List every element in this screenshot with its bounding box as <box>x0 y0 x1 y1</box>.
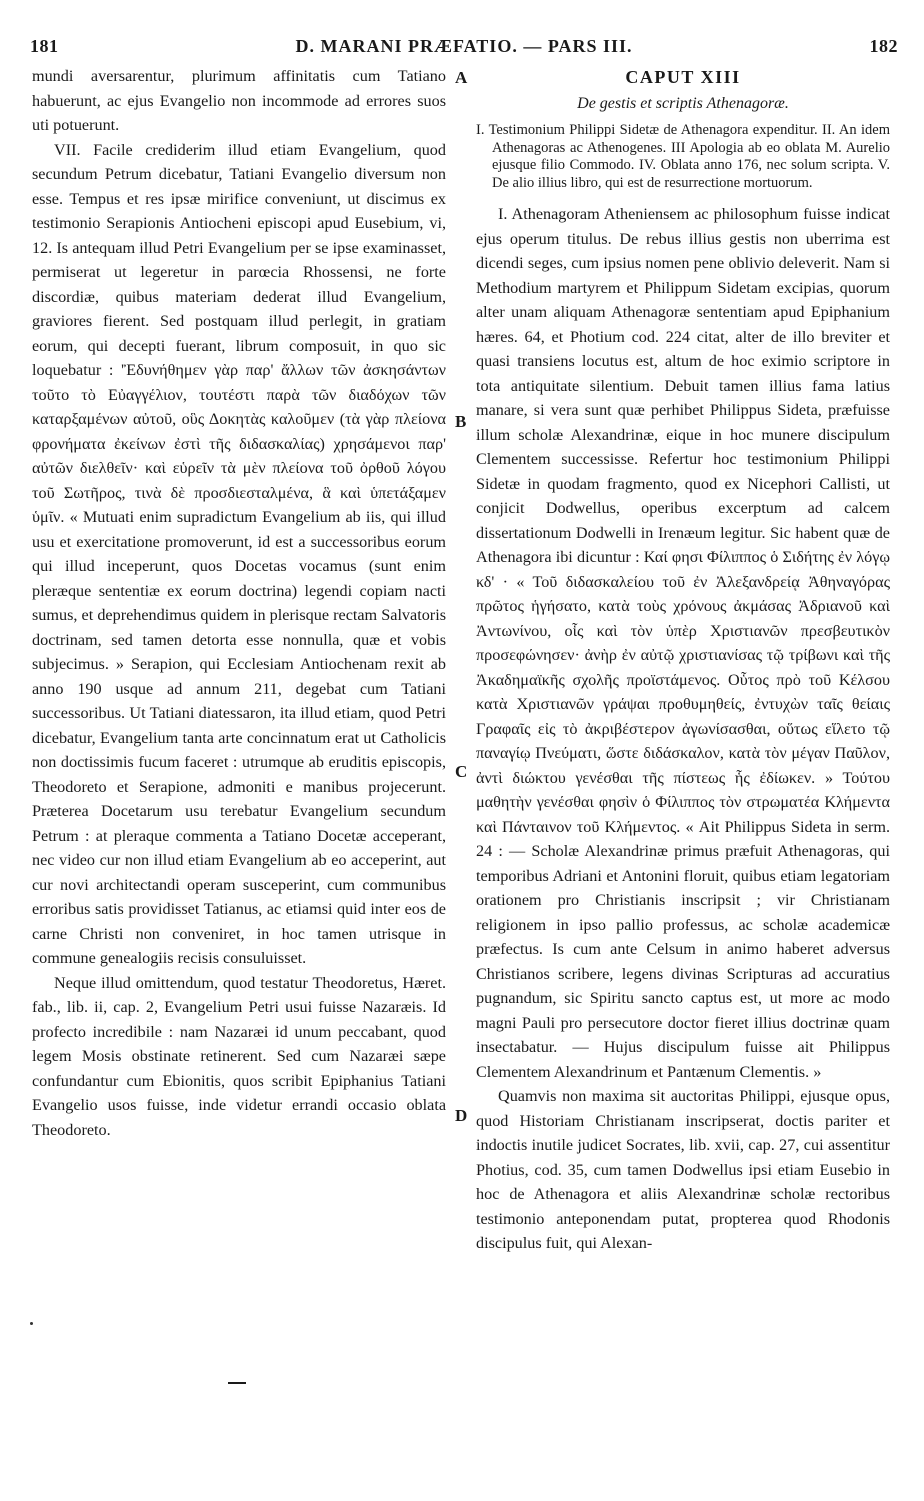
margin-letter-b: B <box>455 412 467 431</box>
right-paragraph-2: Quamvis non maxima sit auctoritas Philippi, ejusque opus, quod Historiam Christianam inscripserat, doctis pariter et indoctis inutile judicet Socrates, lib. xvii, cap. 27, cui assentitur Photius, cod. 35, cum tamen Dodwellus ipsi etiam Eusebio in hoc de Athenagora et aliis Alexandrinæ scholæ rectoribus testimonio anteponendam putat, propterea quod Rhodonis discipulus fuit, qui Alexan- <box>476 1087 890 1252</box>
left-page-number: 181 <box>30 36 59 56</box>
margin-dot <box>30 1322 33 1325</box>
running-title: D. MARANI PRÆFATIO. — PARS III. <box>295 36 633 56</box>
margin-letter-c: C <box>455 762 468 781</box>
running-header <box>30 36 898 60</box>
left-paragraph-3: Neque illud omittendum, quod testatur Theodoretus, Hæret. fab., lib. ii, cap. 2, Evangelium Petri usui fuisse Nazaræis. Id profecto incredibile : nam Nazaræi id unum peccabant, quod legem Mosis obstinate retinerent. Sed cum Nazaræi sæpe confundantur cum Ebionitis, quos scribit Epiphanius Tatiani Evangelio usos fuisse, inde videtur errandi occasio oblata Theodoreto. <box>32 973 446 1139</box>
right-page-number: 182 <box>869 36 898 56</box>
left-paragraph-2: VII. Facile crediderim illud etiam Evangelium, quod secundum Petrum dicebatur, Tatiani Evangelio diversum non esse. Tempus et res ipsæ mirifice conveniunt, ut discimus ex testimonio Serapionis Antiocheni episcopi apud Eusebium, vi, 12. Is antequam illud Petri Evangelium per se ipse examinasset, permiserat ut legeretur in parœcia Rhossensi, ne forte discordiæ, quibus materiam dederat illud Evangelium, graviores fierent. Sed postquam illud perlegit, in gratiam eorum, qui decepti fuerant, librum composuit, in quo sic loquebatur : 'Ἐδυνήθημεν γὰρ παρ' ἄλλων τῶν ἀσκησάντων τοῦτο τὸ Εὐαγγέλιον, τουτέστι παρὰ τῶν διαδόχων τῶν καταρξαμένων αὐτοῦ, οὓς Δοκητὰς καλοῦμεν (τὰ γὰρ πλείονα φρονήματα ἐκείνων ἐστὶ τῆς διδασκαλίας) χρησάμενοι παρ' αὐτῶν διελθεῖν· καὶ εὑρεῖν τὰ μὲν πλείονα τοῦ ὀρθοῦ λόγου τοῦ Σωτῆρος, τινὰ δὲ προσδιεσταλμένα, ἃ καὶ ὑπετάξαμεν ὑμῖν. « Mutuati enim supradictum Evangelium ab iis, qui illud usu et exercitatione promoverunt, id est a successoribus eorum qui illud inceperunt, quos Docetas vocamus (sunt enim pleræque sententiæ ex eorum doctrina) legendi copiam nacti sumus, et deprehendimus quidem in plerisque rectam Salvatoris doctrinam, sed tamen detorta esse nonnulla, quæ et vobis subjecimus. » Serapion, qui Ecclesiam Antiochenam rexit ab anno 190 usque ad annum 211, degebat cum Tatiani successoribus. Ut Tatiani diatessaron, ita illud etiam, quod Petri dicebatur, Evangelium tanta arte concinnatum erat ut Catholicis non doctissimis fucum faceret : utrumque ab eruditis episcopis, Theodoreto et Serapione, admoniti e manibus projecerunt. Præterea Docetarum usu terebatur Evangelium secundum Petrum : at pleraque commenta a Tatiano Docetæ acceperant, nec video cur non illud etiam Evangelium ab eo acceperint, aut cur novi architectandi operam susceperint, cum communibus erroribus satis providisset Tatianus, ac etiamsi quid inter eos de carne Christi non conveniret, in hoc tamen utrisque in commune genealogiis recisis consuluisset. <box>32 140 446 967</box>
right-column <box>476 64 890 1256</box>
margin-letter-a: A <box>455 68 468 87</box>
chapter-heading: CAPUT XIII <box>625 67 741 87</box>
right-paragraph-1: I. Athenagoram Atheniensem ac philosophum fuisse indicat ejus operum titulus. De rebus illius gestis non uberrima est dicendi seges, cum ipsius nomen pene oblivio deleverit. Nam si Methodium martyrem et Philippum Sidetam excipias, quorum alter unam aliquam Athenagoræ sententiam apud Epiphanium hæres. 64, et Photium cod. 224 citat, alter de illo breviter et quasi transiens locutus est, altum de hoc eximio scriptore in tota antiquitate silentium. Debuit tamen illius fama latius manare, si vera sunt quæ perhibet Philippus Sideta, præfuisse illum scholæ Alexandrinæ, eique in hoc munere discipulum Clementem successisse. Refertur hoc testimonium Philippi Sidetæ in quodam fragmento, quod ex Nicephori Callisti, ut conjicit Dodwellus, operibus excerptum ad calcem dissertationum Dodwelli in Irenæum legitur. Sic habent quæ de Athenagora ibi dicuntur : Καί φησι Φίλιππος ὁ Σιδήτης ἐν λόγῳ κδ' · « Τοῦ διδασκαλείου τοῦ ἐν Ἀλεξανδρείᾳ Ἀθηναγόρας πρῶτος ἡγήσατο, κατὰ τοὺς χρόνους ἀκμάσας Ἀδριανοῦ καὶ Ἀντωνίνου, οἷς καὶ τὸν ὑπὲρ Χριστιανῶν πρεσβευτικὸν προσεφώνησεν· ἀνὴρ ἐν αὐτῷ χριστιανίσας τῷ τρίβωνι καὶ τῆς Ἀκαδημαϊκῆς σχολῆς προϊστάμενος. Οὗτος πρὸ τοῦ Κέλσου κατὰ Χριστιανῶν γράψαι προθυμηθείς, ἐντυχὼν ταῖς θείαις Γραφαῖς εἰς τὸ ἀκριβέστερον ἀγωνίσασθαι, οὕτως εἵλετο τῷ παναγίῳ Πνεύματι, ὥστε διδάσκαλον, κατὰ τὸν μέγαν Παῦλον, ἀντὶ διώκτου γενέσθαι τῆς πίστεως ἧς ἐδίωκεν. » Τούτου μαθητὴν γενέσθαι φησὶν ὁ Φίλιππος τὸν στρωματέα Κλήμεντα καὶ Πάνταινον τοῦ Κλήμεντος. « Ait Philippus Sideta in serm. 24 : — Scholæ Alexandrinæ primus præfuit Athenagoras, qui temporibus Adriani et Antonini floruit, quibus etiam legatoriam orationem pro Christianis inscripsit ; vir Christianam religionem in ipso pallio professus, ac scholæ academicæ præfectus. Is cum ante Celsum in animo haberet adversus Christianos scribere, legens divinas Scripturas ad accuratius pugnandum, sic Spiritu sancto captus est, ut more ac modo magni Pauli pro persecutore doctor fieret illius doctrinæ quam insectabatur. — Hujus discipulum fuisse ait Philippus Clementem Alexandrinum et Pantænum Clementis. » <box>476 205 890 1081</box>
end-rule <box>228 1382 246 1384</box>
chapter-subtitle: De gestis et scriptis Athenagoræ. <box>577 95 789 112</box>
chapter-summary: I. Testimonium Philippi Sidetæ de Athenagora expenditur. II. An idem Athenagoras ac Athenogenes. III Apologia ab eo oblata M. Aurelio ejusque filio Commodo. IV. Oblata anno 176, nec solum scripta. V. De alio illius libro, qui est de resurrectione mortuorum. <box>476 122 890 191</box>
left-paragraph-1: mundi aversarentur, plurimum affinitatis cum Tatiano habuerunt, ac ejus Evangelio non incommode ad errores suos uti potuerunt. <box>32 67 446 134</box>
margin-letter-d: D <box>455 1106 468 1125</box>
left-column <box>32 64 446 1142</box>
